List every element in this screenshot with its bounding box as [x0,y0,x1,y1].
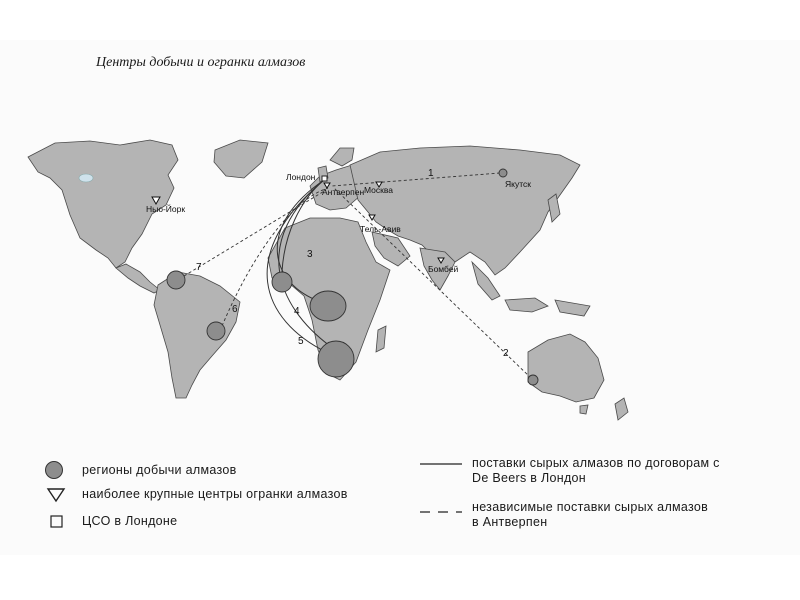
deposit-yakutsk [499,169,507,177]
city-label-antwerp: Антверпен [322,187,365,197]
greenland [214,140,268,178]
route-number-6: 6 [232,304,238,315]
central-america [116,264,160,293]
city-label-new-york: Нью-Йорк [146,204,186,214]
deposit-west-africa [272,272,292,292]
route-number-4: 4 [294,306,300,317]
legend-solid-line-icon [420,461,464,469]
deposit-brazil [207,322,225,340]
city-label-bombay: Бомбей [428,264,459,274]
map-title: Центры добычи и огранки алмазов [96,55,306,70]
scandinavia [330,148,354,166]
legend-mining-regions-label: регионы добычи алмазов [82,463,237,477]
city-label-moscow: Москва [364,185,394,195]
cso-london-square-icon [322,176,327,181]
deposit-congo [310,291,346,321]
new-zealand [615,398,628,420]
route-number-7: 7 [196,262,202,273]
legend-triangle-icon [46,487,66,503]
indonesia [505,298,548,312]
legend-dashed-line-icon [420,509,464,517]
legend-cso-london-label: ЦСО в Лондоне [82,514,178,528]
route-number-5: 5 [298,336,304,347]
south-america [154,272,240,398]
lake-north-america [79,174,93,182]
legend-square-icon [50,515,64,529]
city-label-tel-aviv: Тель-Авив [360,224,401,234]
city-label-yakutsk: Якутск [505,179,531,189]
deposit-south-africa [318,341,354,377]
legend-deposit-circle-icon [44,460,64,480]
legend-independent-supplies-label: независимые поставки сырых алмазов в Антверпен [472,500,709,529]
route-number-2: 2 [503,348,509,359]
deposit-australia [528,375,538,385]
deposit-venezuela [167,271,185,289]
city-label-london: Лондон [286,172,316,182]
tasmania [580,405,588,414]
legend-contract-supplies-label: поставки сырых алмазов по договорам с De Beers в Лондон [472,456,720,485]
route-number-3: 3 [307,249,313,260]
legend-cutting-centers-label: наиболее крупные центры огранки алмазов [82,487,348,501]
new-guinea [555,300,590,316]
route-number-1: 1 [428,168,434,179]
madagascar [376,326,386,352]
australia [528,334,604,402]
